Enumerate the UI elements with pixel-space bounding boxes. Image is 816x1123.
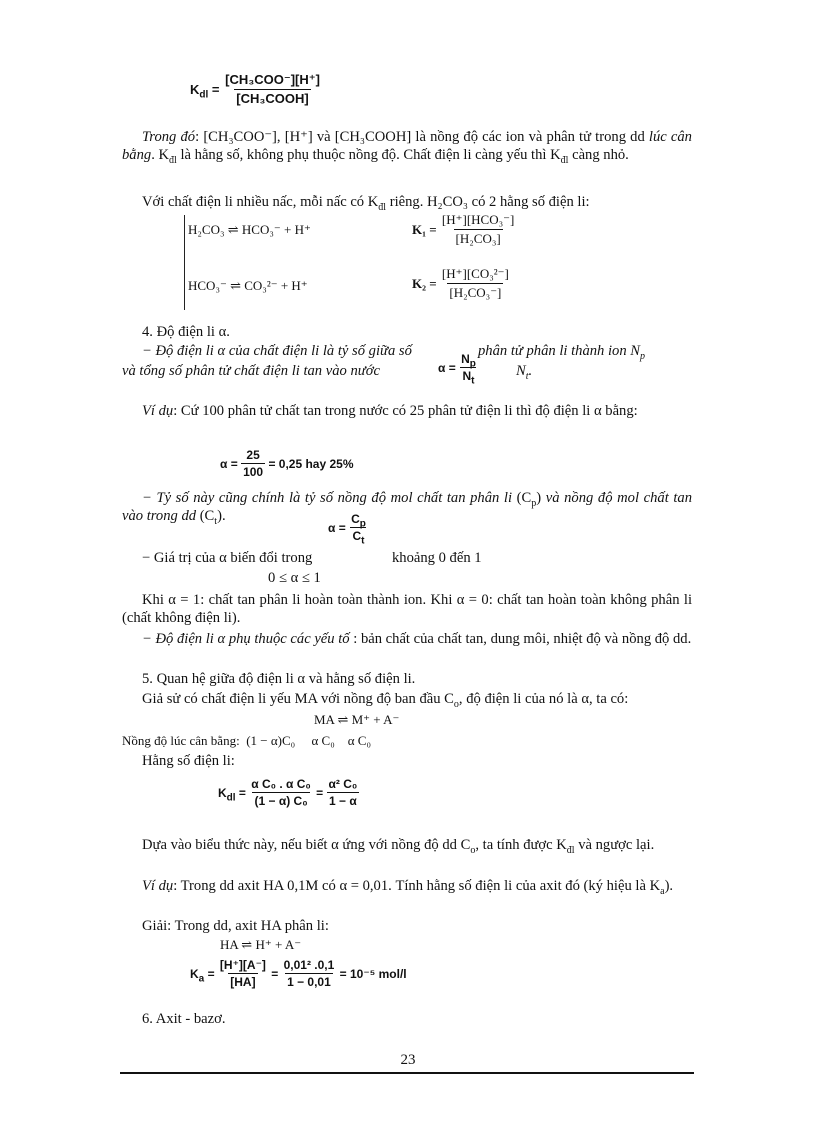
kdl-lhs: $K_{dl}$ = bbox=[190, 81, 224, 101]
paragraph-do-dien-li-def-a: − Độ điện li α của chất điện li là tỷ số giữa số bbox=[142, 343, 412, 359]
kdl-denominator: [CH₃COOH] bbox=[236, 91, 309, 106]
paragraph-gia-tri-a: − Giá trị của α biến đổi trong bbox=[142, 550, 313, 566]
heading-6: 6. Axit - bazơ. bbox=[142, 1011, 226, 1027]
equation-box-border bbox=[184, 215, 185, 310]
paragraph-trong-do: Trong đó: [CH₃COO⁻], [H⁺] và [CH₃COOH] là nồng độ các ion và phân tử trong dd lúc cân bằng. $K_{đl}$ là hằng số, không phụ thuộc nồng độ. Chất điện li càng yếu thì $K_{đl}$ càng nhỏ. bbox=[122, 129, 692, 166]
paragraph-dua-vao: Dựa vào biểu thức này, nếu biết α ứng với nồng độ dd $C_o$, ta tính được $K_{đl}$ và ngược lại. bbox=[142, 837, 655, 856]
equation-hco3: HCO₃⁻ ⇌ CO₃²⁻ + H⁺ bbox=[188, 278, 308, 293]
paragraph-do-dien-li-def-d: $N_t$. bbox=[516, 363, 533, 382]
paragraph-vi-du-2: Ví dụ: Trong dd axit HA 0,1M có α = 0,01. Tính hằng số điện li của axit đó (ký hiệu là $K_a$). bbox=[142, 878, 674, 897]
heading-4: 4. Độ điện li α. bbox=[142, 324, 230, 340]
equation-ha: HA ⇌ H⁺ + A⁻ bbox=[220, 937, 302, 952]
equation-k2: K₂ = $\frac{\text{[H⁺][CO₃²⁻]}}{\text{[H₂CO₃⁻]}}$ bbox=[412, 266, 509, 300]
ka-formula: $K_a$ = $\frac{[H^+][A^-]}{[HA]}$ = $\frac{\text{0,01² .0,1}}{1 - 0,01}$ = 10⁻⁵ mol/l bbox=[190, 958, 407, 989]
alpha-fraction-n: α = $\frac{N_p}{N_t}$ bbox=[438, 352, 476, 387]
paragraph-giai: Giải: Trong dd, axit HA phân li: bbox=[142, 918, 329, 934]
paragraph-gia-tri-b: khoảng 0 đến 1 bbox=[392, 550, 482, 566]
paragraph-phu-thuoc: − Độ điện li α phụ thuộc các yếu tố : bản chất của chất tan, dung môi, nhiệt độ và nồng độ dd. bbox=[142, 631, 692, 647]
equation-ma-concentrations: Nồng độ lúc cân bằng: (1 − α)C₀ α C₀ α C₀ bbox=[122, 733, 371, 748]
paragraph-hang-so: Hằng số điện li: bbox=[142, 753, 235, 769]
alpha-range: 0 ≤ α ≤ 1 bbox=[268, 570, 321, 586]
footer-rule bbox=[120, 1072, 694, 1074]
paragraph-nhieu-nac: Với chất điện li nhiều nấc, mỗi nấc có $K_{đl}$ riêng. H₂CO₃ có 2 hằng số điện li: bbox=[142, 194, 590, 213]
paragraph-khi-alpha: Khi α = 1: chất tan phân li hoàn toàn thành ion. Khi α = 0: chất tan hoàn toàn không phân li (chất không điện li). bbox=[122, 592, 692, 626]
equation-k1: K₁ = $\frac{\text{[H⁺][HCO₃⁻]}}{\text{[H₂CO₃]}}$ bbox=[412, 212, 515, 246]
paragraph-gia-su: Giả sử có chất điện li yếu MA với nồng độ ban đầu $C_o$, độ điện li của nó là α, ta có: bbox=[142, 691, 629, 710]
page-number: 23 bbox=[400, 1052, 416, 1068]
equation-ma: MA ⇌ M⁺ + A⁻ bbox=[314, 712, 400, 727]
kdl-formula bbox=[190, 72, 322, 106]
kdl-numerator: [CH₃COO⁻][H⁺] bbox=[225, 72, 320, 87]
kdl-alpha-formula: $K_{dl}$ = $\frac{\text{α C₀ . α C₀}}{\text{(1 − α) C₀}}$ = $\frac{\text{α² C₀}}{1 - \alpha}$ bbox=[218, 777, 358, 808]
paragraph-do-dien-li-def-b: phân tử phân li thành ion $N_p$ bbox=[478, 343, 646, 362]
heading-5: 5. Quan hệ giữa độ điện li α và hằng số điện li. bbox=[142, 671, 416, 687]
alpha-cp-ct-formula: α = $\frac{C_p}{C_t}$ bbox=[328, 512, 366, 547]
equation-h2co3: H₂CO₃ ⇌ HCO₃⁻ + H⁺ bbox=[188, 222, 311, 237]
paragraph-do-dien-li-def-c: và tổng số phân tử chất điện li tan vào nước bbox=[122, 363, 380, 379]
paragraph-vi-du-1: Ví dụ: Cứ 100 phân tử chất tan trong nước có 25 phân tử điện li thì độ điện li α bằng: bbox=[142, 403, 638, 419]
alpha-25-100-formula: α = $\frac{25}{100}$ = 0,25 hay 25% bbox=[220, 448, 354, 479]
paragraph-ty-so-nong-do: − Tỷ số này cũng chính là tỷ số nồng độ mol chất tan phân li $(C_p)$ và nồng độ mol chất tan vào trong dd $(C_t)$. bbox=[122, 490, 693, 527]
